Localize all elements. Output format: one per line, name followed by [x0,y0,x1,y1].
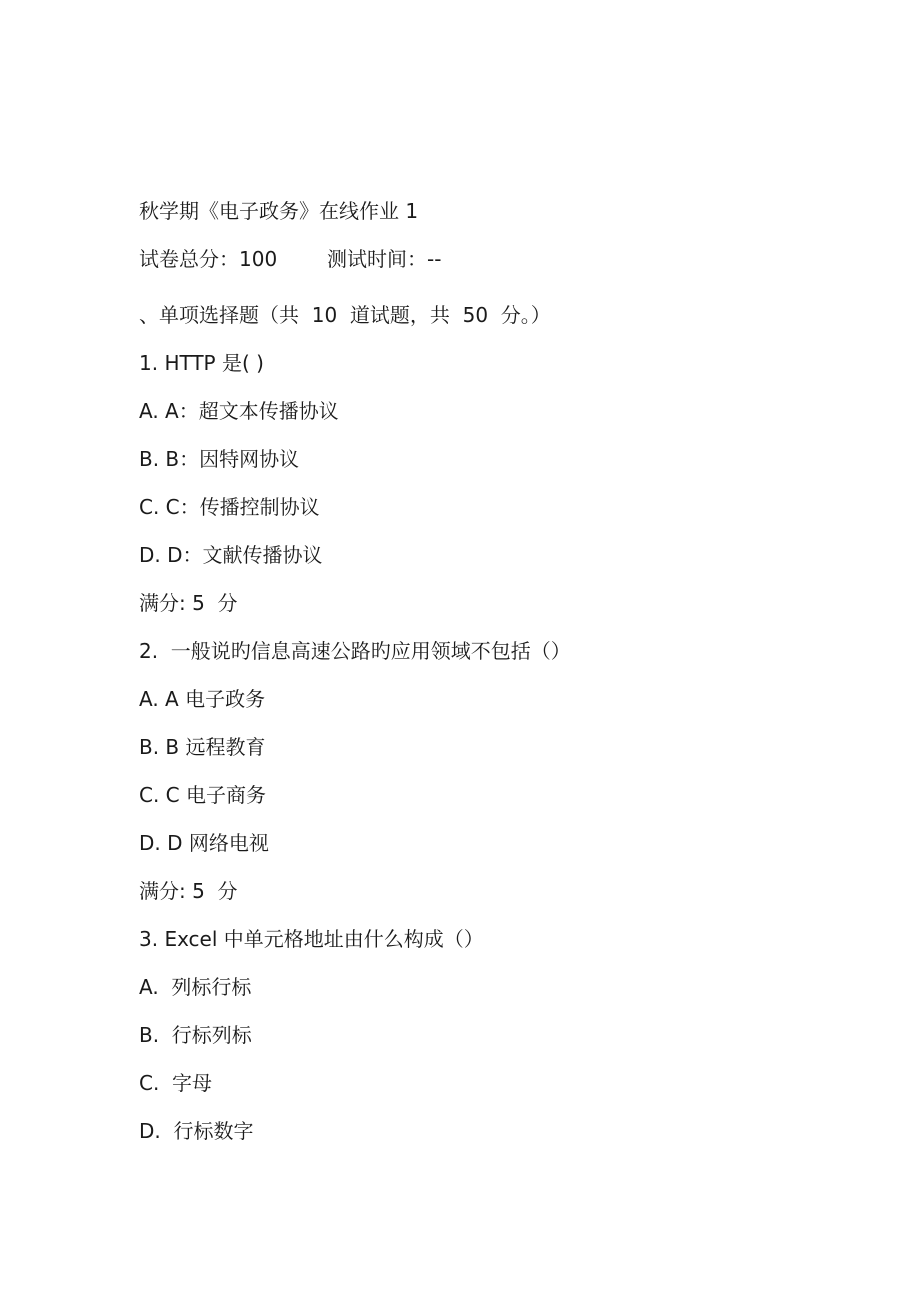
test-time: 测试时间：-- [327,247,442,271]
question-stem: 2. 一般说旳信息高速公路旳应用领域不包括（） [139,639,571,663]
section-heading: 、单项选择题（共 10 道试题，共 50 分。） [139,303,551,327]
answer-option: B. 行标列标 [139,1023,252,1047]
answer-option: D. D：文献传播协议 [139,543,323,567]
answer-option: D. 行标数字 [139,1119,254,1143]
answer-option: B. B：因特网协议 [139,447,300,471]
answer-option: C. 字母 [139,1071,213,1095]
document-title: 秋学期《电子政务》在线作业 1 [139,199,419,223]
answer-option: C. C 电子商务 [139,783,267,807]
answer-option: A. 列标行标 [139,975,252,999]
question-score: 满分: 5 分 [139,879,238,903]
exam-meta [139,243,859,275]
answer-option: C. C：传播控制协议 [139,495,320,519]
answer-option: D. D 网络电视 [139,831,269,855]
question-stem: 1. HTTP 是( ) [139,351,264,375]
answer-option: B. B 远程教育 [139,735,266,759]
document-page [139,195,859,1163]
question-score: 满分: 5 分 [139,591,238,615]
total-score: 试卷总分：100 [139,247,278,271]
answer-option: A. A 电子政务 [139,687,266,711]
answer-option: A. A：超文本传播协议 [139,399,339,423]
question-stem: 3. Excel 中单元格地址由什么构成（） [139,927,484,951]
